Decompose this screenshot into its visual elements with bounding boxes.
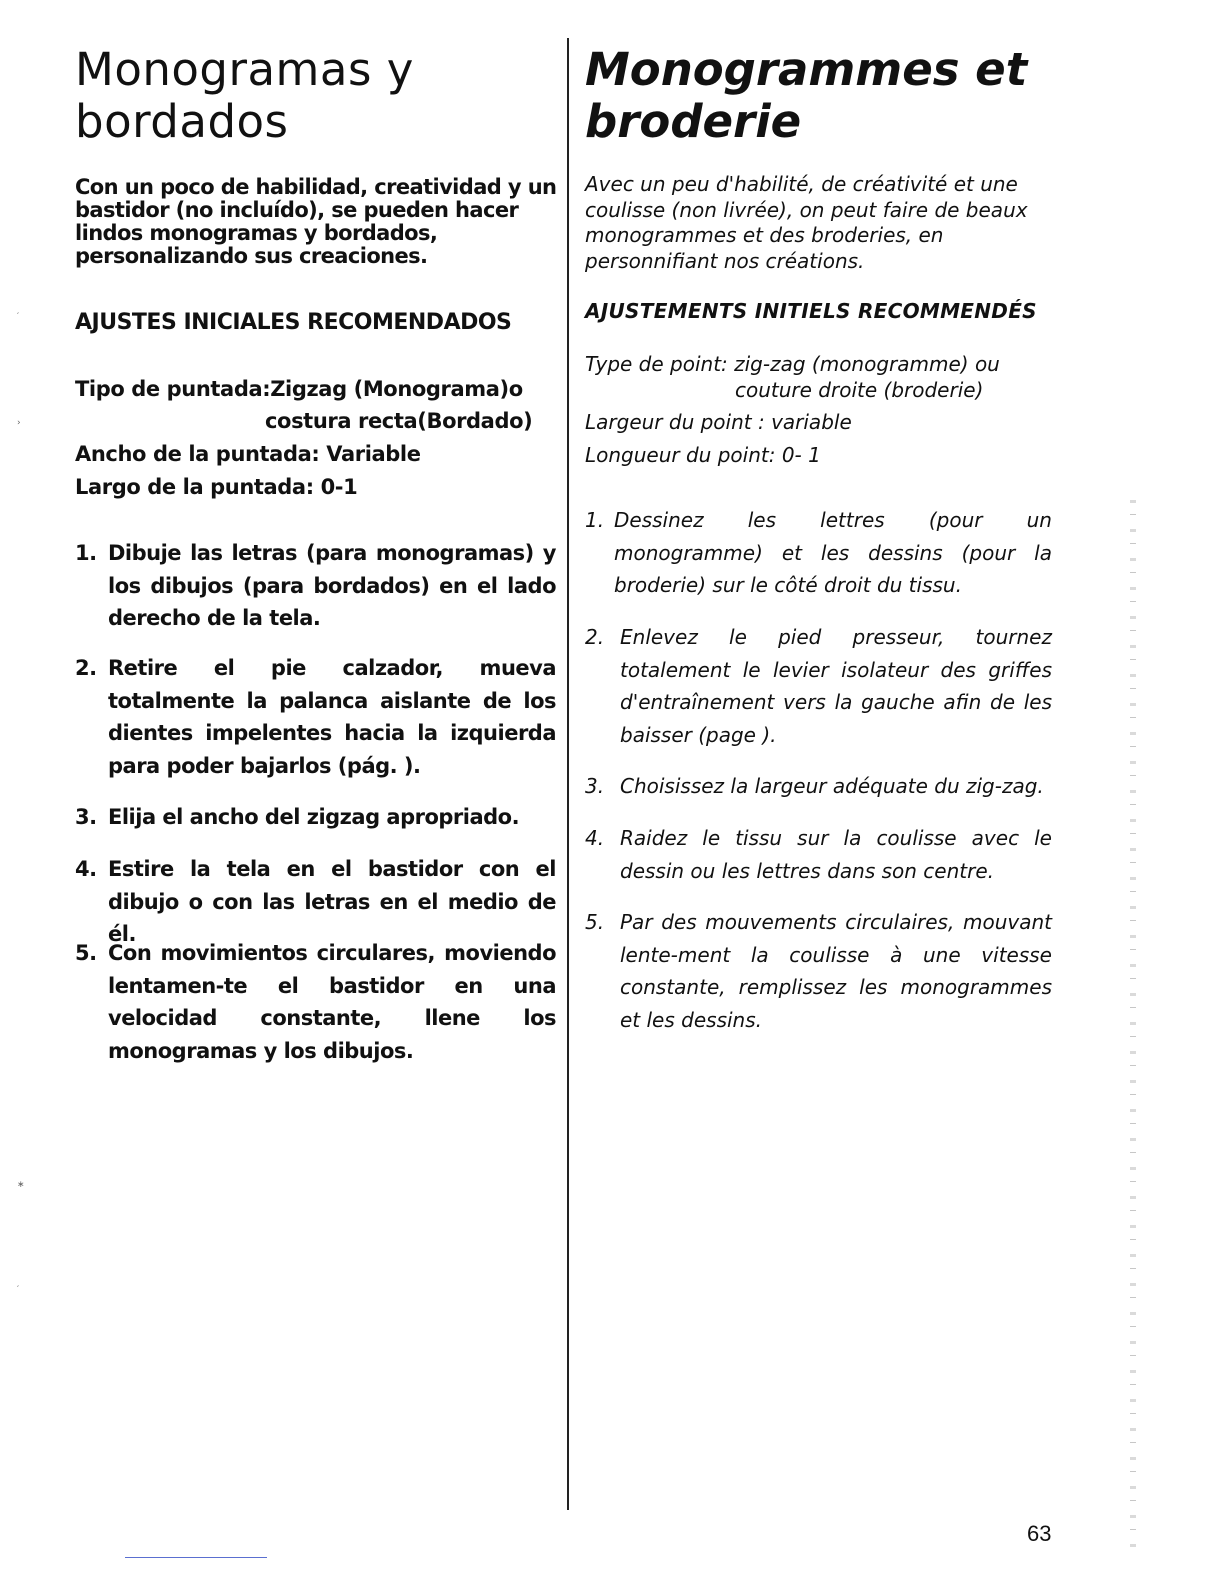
- french-stitch-width: Largeur du point : variable: [585, 410, 852, 434]
- step-text: Con movimientos circulares, moviendo lentamen-te el bastidor en una velocidad constante, llene los monogramas y los dibujos.: [108, 941, 556, 1063]
- step-text: Retire el pie calzador, mueva totalmente la palanca aislante de los dientes impelentes hacia la izquierda para poder bajarlos (pág. ).: [108, 656, 556, 778]
- step-number: 4.: [585, 826, 605, 850]
- step-number: 3.: [585, 774, 605, 798]
- intro-line: Con un poco de habilidad, creatividad y un: [75, 175, 557, 199]
- french-intro: [585, 172, 1028, 274]
- spanish-intro: [75, 176, 556, 268]
- french-title-line1: Monogrammes et: [585, 43, 1028, 96]
- spanish-stitch-width: Ancho de la puntada: Variable: [75, 442, 421, 466]
- scan-speck: ′: [17, 312, 20, 322]
- spanish-stitch-type: Tipo de puntada:Zigzag (Monograma)o: [75, 377, 523, 401]
- spanish-stitch-length: Largo de la puntada: 0-1: [75, 475, 358, 499]
- french-title: [585, 44, 1027, 148]
- intro-line: coulisse (non livrée), on peut faire de beaux: [585, 197, 1028, 222]
- spanish-settings-heading: AJUSTES INICIALES RECOMENDADOS: [75, 310, 512, 335]
- step-text: Par des mouvements circulaires, mouvant lente-ment la coulisse à une vitesse constante, remplissez les monogrammes et les dessins.: [620, 910, 1052, 1032]
- intro-line: bastidor (no incluído), se pueden hacer: [75, 198, 519, 222]
- step-number: 1.: [75, 541, 97, 565]
- intro-line: Avec un peu d'habilité, de créativité et une: [585, 172, 1018, 196]
- step-number: 5.: [75, 941, 97, 965]
- step-number: 1.: [585, 508, 605, 532]
- step-text: Enlevez le pied presseur, tournez totalement le levier isolateur des griffes d'entraînement vers la gauche afin de les baisser (page ).: [620, 625, 1052, 747]
- step-number: 5.: [585, 910, 605, 934]
- step-text: Raidez le tissu sur la coulisse avec le dessin ou les lettres dans son centre.: [620, 826, 1052, 883]
- french-stitch-type-cont: couture droite (broderie): [735, 378, 984, 402]
- spanish-title-line1: Monogramas y: [75, 43, 414, 96]
- spanish-title-line2: bordados: [75, 95, 289, 148]
- page-number: 63: [1027, 1521, 1052, 1546]
- scan-edge-artifact: [1130, 500, 1136, 1550]
- intro-line: monogrammes et des broderies, en: [585, 223, 944, 247]
- scan-speck: ∗: [17, 1180, 25, 1190]
- step-number: 2.: [585, 625, 605, 649]
- scan-speck: ›: [17, 418, 21, 428]
- step-text: Choisissez la largeur adéquate du zig-zag.: [620, 774, 1044, 798]
- spanish-stitch-type-cont: costura recta(Bordado): [265, 409, 533, 433]
- french-settings-heading: AJUSTEMENTS INITIELS RECOMMENDÉS: [585, 299, 1037, 323]
- step-text: Elija el ancho del zigzag apropriado.: [108, 805, 520, 829]
- french-title-line2: broderie: [585, 95, 802, 148]
- intro-line: lindos monogramas y bordados,: [75, 221, 438, 245]
- step-text: Estire la tela en el bastidor con el dibujo o con las letras en el medio de él.: [108, 857, 556, 946]
- step-number: 2.: [75, 656, 97, 680]
- french-stitch-length: Longueur du point: 0- 1: [585, 443, 821, 467]
- footnote-rule: [125, 1557, 267, 1558]
- intro-line: personalizando sus creaciones.: [75, 244, 428, 268]
- step-text: Dessinez les lettres (pour un monogramme) et les dessins (pour la broderie) sur le côté droit du tissu.: [614, 508, 1052, 597]
- column-divider: [567, 38, 569, 1510]
- french-stitch-type: Type de point: zig-zag (monogramme) ou: [585, 352, 1000, 376]
- spanish-title: [75, 44, 414, 148]
- step-text: Dibuje las letras (para monogramas) y los dibujos (para bordados) en el lado derecho de la tela.: [108, 541, 556, 630]
- intro-line: personnifiant nos créations.: [585, 248, 865, 273]
- step-number: 4.: [75, 857, 97, 881]
- scan-speck: ′: [17, 1285, 20, 1295]
- step-number: 3.: [75, 805, 97, 829]
